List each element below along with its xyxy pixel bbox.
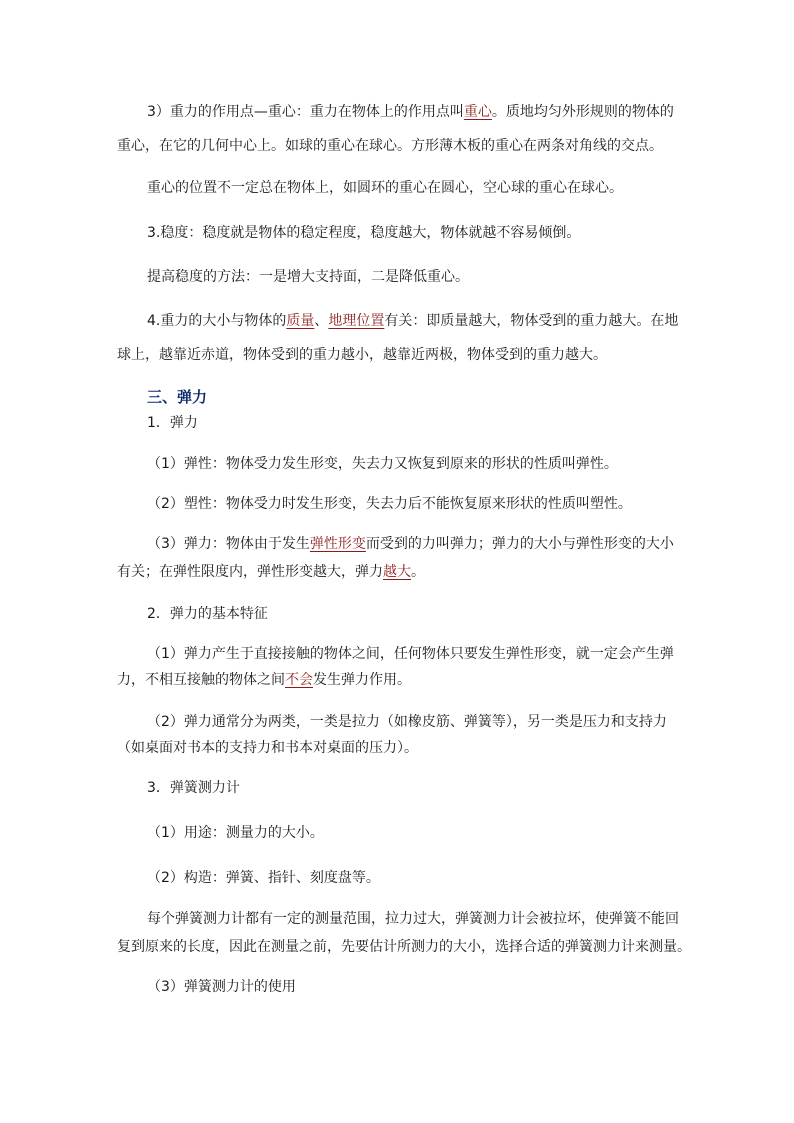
text: 有关；在弹性限度内，弹性形变越大，弹力 xyxy=(117,564,383,580)
link-will-not[interactable]: 不会 xyxy=(285,672,313,688)
paragraph-types: （2）弹力通常分为两类，一类是拉力（如橡皮筋、弹簧等），另一类是压力和支持力 xyxy=(147,714,667,730)
paragraph-use: （1）用途：测量力的大小。 xyxy=(147,825,324,841)
text: 发生弹力作用。 xyxy=(313,672,411,688)
paragraph-stability: 3.稳度：稳度就是物体的稳定程度，稳度越大，物体就越不容易倾倒。 xyxy=(147,225,581,241)
paragraph-line: 重心，在它的几何中心上。如球的重心在球心。方形薄木板的重心在两条对角线的交点。 xyxy=(117,138,663,154)
paragraph-line: （如桌面对书本的支持力和书本对桌面的压力）。 xyxy=(117,740,418,756)
text: 。 xyxy=(411,564,425,580)
paragraph-contact: （1）弹力产生于直接接触的物体之间，任何物体只要发生弹性形变，就一定会产生弹 xyxy=(147,646,674,662)
paragraph-plasticity: （2）塑性：物体受力时发生形变，失去力后不能恢复原来形状的性质叫塑性。 xyxy=(147,496,632,512)
subheading-elastic-force: 1．弹力 xyxy=(147,415,198,431)
subheading-basic-features: 2．弹力的基本特征 xyxy=(147,606,268,622)
text: 3）重力的作用点—重心：重力在物体上的作用点叫 xyxy=(147,104,464,120)
paragraph-center-of-gravity xyxy=(117,95,707,129)
paragraph-range: 每个弹簧测力计都有一定的测量范围，拉力过大，弹簧测力计会被拉坏，使弹簧不能回 xyxy=(147,911,679,927)
paragraph-improve-stability: 提高稳度的方法：一是增大支持面，二是降低重心。 xyxy=(147,269,469,285)
link-geographic-location[interactable]: 地理位置 xyxy=(328,313,385,329)
paragraph-line xyxy=(117,555,677,589)
text: 4.重力的大小与物体的 xyxy=(147,313,287,329)
link-mass[interactable]: 质量 xyxy=(286,313,315,329)
paragraph-structure: （2）构造：弹簧、指针、刻度盘等。 xyxy=(147,870,380,886)
section-heading: 三、弹力 xyxy=(147,388,208,406)
subheading-spring-scale: 3．弹簧测力计 xyxy=(147,780,240,796)
paragraph-line: 球上，越靠近赤道，物体受到的重力越小，越靠近两极，物体受到的重力越大。 xyxy=(117,347,607,363)
text: 有关：即质量越大，物体受到的重力越大。在地 xyxy=(384,313,679,329)
paragraph-line: 复到原来的长度，因此在测量之前，先要估计所测力的大小，选择合适的弹簧测力计来测量。 xyxy=(117,939,691,955)
text: 而受到的力叫弹力；弹力的大小与弹性形变的大小 xyxy=(365,536,674,552)
paragraph-gravity-magnitude xyxy=(117,304,707,338)
paragraph-elasticity: （1）弹性：物体受力发生形变，失去力又恢复到原来的形状的性质叫弹性。 xyxy=(147,456,618,472)
link-larger[interactable]: 越大 xyxy=(383,564,411,580)
text: 力，不相互接触的物体之间 xyxy=(117,672,285,688)
text: 、 xyxy=(314,313,329,329)
text: 。质地均匀外形规则的物体的 xyxy=(491,104,674,120)
paragraph-line xyxy=(117,663,677,697)
link-elastic-deformation[interactable]: 弹性形变 xyxy=(309,536,366,552)
link-center-of-gravity[interactable]: 重心 xyxy=(463,104,492,120)
paragraph-position: 重心的位置不一定总在物体上，如圆环的重心在圆心，空心球的重心在球心。 xyxy=(147,180,623,196)
paragraph-usage: （3）弹簧测力计的使用 xyxy=(147,979,296,995)
text: （3）弹力：物体由于发生 xyxy=(147,536,310,552)
